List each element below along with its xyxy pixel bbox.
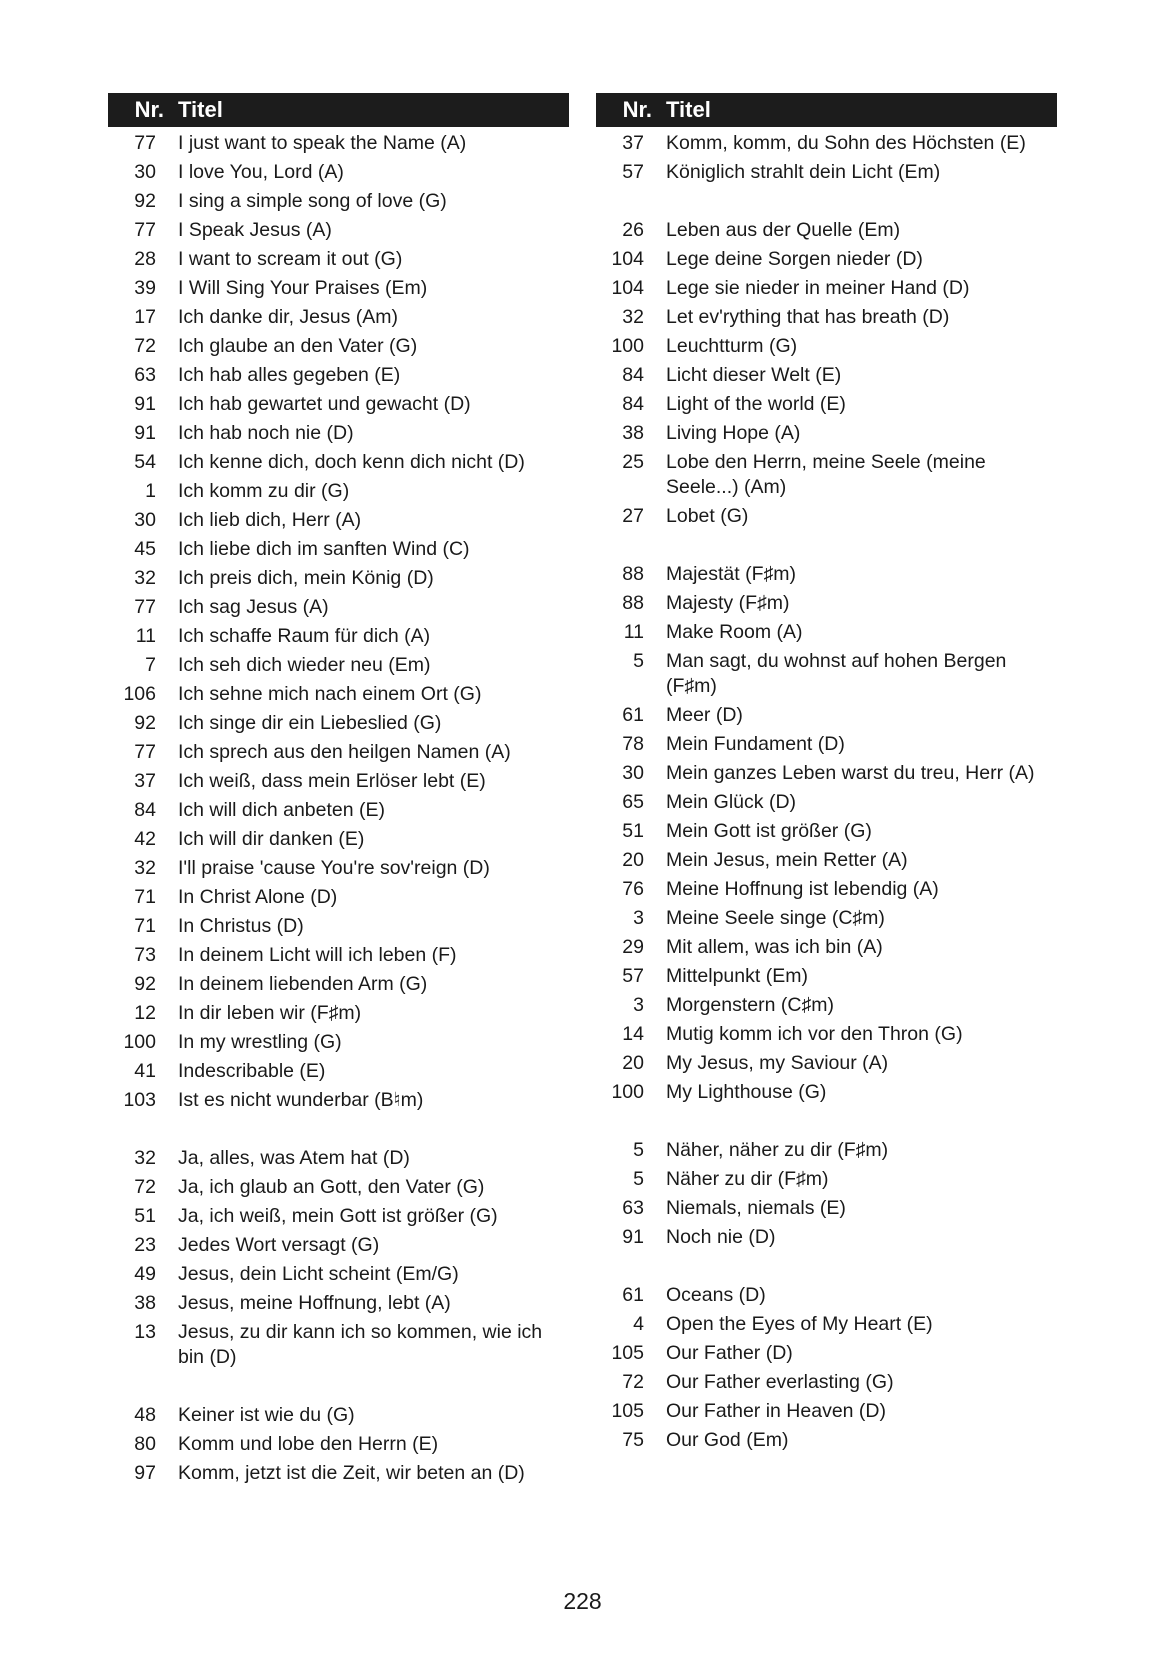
song-entry <box>596 788 1057 817</box>
song-list <box>108 129 569 1488</box>
song-title: Ich kenne dich, doch kenn dich nicht (D) <box>178 451 525 473</box>
song-number: 29 <box>622 936 644 958</box>
song-number: 106 <box>123 683 156 705</box>
song-title: I just want to speak the Name (A) <box>178 132 467 154</box>
song-title: Keiner ist wie du (G) <box>178 1404 355 1426</box>
song-number: 25 <box>622 451 644 473</box>
song-number: 84 <box>134 799 156 821</box>
song-entry <box>108 680 569 709</box>
song-entry <box>108 187 569 216</box>
song-number: 61 <box>622 704 644 726</box>
song-entry <box>108 1057 569 1086</box>
song-number: 17 <box>134 306 156 328</box>
song-title: In deinem liebenden Arm (G) <box>178 973 428 995</box>
song-entry <box>108 970 569 999</box>
song-title: Komm und lobe den Herrn (E) <box>178 1433 439 1455</box>
index-column-left <box>108 93 569 1488</box>
song-number: 92 <box>134 712 156 734</box>
song-title: Meine Seele singe (C♯m) <box>666 907 885 929</box>
song-number: 63 <box>134 364 156 386</box>
song-title: Ich singe dir ein Liebeslied (G) <box>178 712 442 734</box>
index-column-right <box>596 93 1057 1455</box>
song-entry <box>108 303 569 332</box>
song-number: 3 <box>633 907 644 929</box>
song-entry <box>108 361 569 390</box>
song-title: I'll praise 'cause You're sov'reign (D) <box>178 857 490 879</box>
song-entry <box>108 477 569 506</box>
song-number: 104 <box>611 277 644 299</box>
song-number: 48 <box>134 1404 156 1426</box>
song-title: In deinem Licht will ich leben (F) <box>178 944 457 966</box>
song-entry <box>108 216 569 245</box>
song-entry <box>108 419 569 448</box>
song-entry <box>596 1165 1057 1194</box>
song-number: 1 <box>145 480 156 502</box>
song-title: Mit allem, was ich bin (A) <box>666 936 883 958</box>
song-title: Meine Hoffnung ist lebendig (A) <box>666 878 939 900</box>
song-number: 104 <box>611 248 644 270</box>
song-entry <box>596 1078 1057 1107</box>
song-number: 91 <box>134 422 156 444</box>
header-title: Titel <box>178 97 223 122</box>
song-entry <box>596 904 1057 933</box>
header-nr: Nr. <box>622 97 652 122</box>
song-number: 91 <box>622 1226 644 1248</box>
song-title: Our Father (D) <box>666 1342 793 1364</box>
song-title: Ich schaffe Raum für dich (A) <box>178 625 431 647</box>
song-title: Majesty (F♯m) <box>666 592 790 614</box>
song-title: Ich komm zu dir (G) <box>178 480 350 502</box>
song-title: Mein ganzes Leben warst du treu, Herr (A) <box>666 762 1035 784</box>
song-number: 77 <box>134 219 156 241</box>
song-entry <box>596 390 1057 419</box>
song-title: In my wrestling (G) <box>178 1031 342 1053</box>
song-number: 23 <box>134 1234 156 1256</box>
song-number: 12 <box>134 1002 156 1024</box>
song-entry <box>596 1397 1057 1426</box>
song-title: Mein Glück (D) <box>666 791 797 813</box>
song-title: Make Room (A) <box>666 621 803 643</box>
song-number: 71 <box>134 886 156 908</box>
song-title: Leuchtturm (G) <box>666 335 798 357</box>
song-number: 49 <box>134 1263 156 1285</box>
song-entry <box>108 1231 569 1260</box>
song-title: Näher, näher zu dir (F♯m) <box>666 1139 889 1161</box>
song-title: My Jesus, my Saviour (A) <box>666 1052 889 1074</box>
song-title: Königlich strahlt dein Licht (Em) <box>666 161 941 183</box>
song-number: 80 <box>134 1433 156 1455</box>
song-title: Lege sie nieder in meiner Hand (D) <box>666 277 970 299</box>
song-entry <box>108 390 569 419</box>
song-title: Open the Eyes of My Heart (E) <box>666 1313 933 1335</box>
song-title: In Christ Alone (D) <box>178 886 338 908</box>
song-entry <box>596 129 1057 158</box>
song-number: 77 <box>134 741 156 763</box>
song-entry <box>108 738 569 767</box>
song-number: 61 <box>622 1284 644 1306</box>
song-entry <box>596 730 1057 759</box>
song-number: 3 <box>633 994 644 1016</box>
song-title: Our Father in Heaven (D) <box>666 1400 886 1422</box>
song-number: 75 <box>622 1429 644 1451</box>
song-number: 73 <box>134 944 156 966</box>
song-entry <box>596 274 1057 303</box>
song-number: 37 <box>622 132 644 154</box>
song-title: Ich danke dir, Jesus (Am) <box>178 306 399 328</box>
song-number: 39 <box>134 277 156 299</box>
song-title: Light of the world (E) <box>666 393 846 415</box>
song-number: 7 <box>145 654 156 676</box>
song-entry <box>596 1368 1057 1397</box>
song-title: I want to scream it out (G) <box>178 248 403 270</box>
song-number: 32 <box>134 857 156 879</box>
column-header <box>108 93 569 127</box>
song-title: Ja, ich glaub an Gott, den Vater (G) <box>178 1176 485 1198</box>
song-title: Komm, jetzt ist die Zeit, wir beten an (D) <box>178 1462 525 1484</box>
song-number: 26 <box>622 219 644 241</box>
song-number: 105 <box>611 1400 644 1422</box>
song-entry <box>108 593 569 622</box>
song-number: 51 <box>134 1205 156 1227</box>
song-entry <box>108 274 569 303</box>
song-title: Mittelpunkt (Em) <box>666 965 808 987</box>
song-title: Ja, ich weiß, mein Gott ist größer (G) <box>178 1205 498 1227</box>
song-number: 92 <box>134 973 156 995</box>
song-number: 27 <box>622 505 644 527</box>
song-number: 32 <box>134 567 156 589</box>
song-title: Mutig komm ich vor den Thron (G) <box>666 1023 963 1045</box>
song-title: Ich will dir danken (E) <box>178 828 365 850</box>
song-number: 88 <box>622 563 644 585</box>
song-number: 57 <box>622 965 644 987</box>
song-number: 100 <box>123 1031 156 1053</box>
song-entry <box>108 158 569 187</box>
song-entry <box>596 303 1057 332</box>
song-number: 13 <box>134 1321 156 1343</box>
song-title: Let ev'rything that has breath (D) <box>666 306 950 328</box>
song-entry <box>108 999 569 1028</box>
song-entry <box>596 332 1057 361</box>
song-number: 20 <box>622 849 644 871</box>
song-entry <box>596 158 1057 187</box>
song-entry <box>108 1289 569 1318</box>
song-title: Ich weiß, dass mein Erlöser lebt (E) <box>178 770 486 792</box>
song-title: Living Hope (A) <box>666 422 801 444</box>
song-entry <box>108 1459 569 1488</box>
song-entry <box>108 506 569 535</box>
song-entry <box>108 129 569 158</box>
song-number: 84 <box>622 393 644 415</box>
song-title: Mein Gott ist größer (G) <box>666 820 872 842</box>
song-number: 65 <box>622 791 644 813</box>
song-list <box>596 129 1057 1455</box>
letter-group-gap <box>108 1115 569 1144</box>
song-number: 41 <box>134 1060 156 1082</box>
song-entry <box>108 1144 569 1173</box>
page-number: 228 <box>563 1588 602 1614</box>
song-title: Jesus, meine Hoffnung, lebt (A) <box>178 1292 451 1314</box>
song-entry <box>108 1086 569 1115</box>
song-title: Ich seh dich wieder neu (Em) <box>178 654 431 676</box>
song-entry <box>108 825 569 854</box>
song-entry <box>596 875 1057 904</box>
song-entry <box>108 1173 569 1202</box>
song-number: 103 <box>123 1089 156 1111</box>
song-number: 91 <box>134 393 156 415</box>
song-entry <box>108 332 569 361</box>
song-title: Meer (D) <box>666 704 743 726</box>
song-number: 76 <box>622 878 644 900</box>
song-number: 88 <box>622 592 644 614</box>
song-title: Ich hab alles gegeben (E) <box>178 364 401 386</box>
letter-group-gap <box>596 531 1057 560</box>
song-entry <box>596 618 1057 647</box>
song-entry <box>108 535 569 564</box>
song-number: 72 <box>622 1371 644 1393</box>
song-number: 4 <box>633 1313 644 1335</box>
song-entry <box>108 1318 569 1372</box>
song-entry <box>596 647 1057 701</box>
song-title: In Christus (D) <box>178 915 304 937</box>
song-entry <box>596 1136 1057 1165</box>
song-entry <box>596 560 1057 589</box>
song-entry <box>596 1281 1057 1310</box>
song-title: Niemals, niemals (E) <box>666 1197 846 1219</box>
song-title: Ich lieb dich, Herr (A) <box>178 509 362 531</box>
song-title: Indescribable (E) <box>178 1060 326 1082</box>
song-title: Our Father everlasting (G) <box>666 1371 894 1393</box>
song-title: Oceans (D) <box>666 1284 766 1306</box>
song-number: 42 <box>134 828 156 850</box>
song-entry <box>596 759 1057 788</box>
song-title: Komm, komm, du Sohn des Höchsten (E) <box>666 132 1026 154</box>
letter-group-gap <box>108 1372 569 1401</box>
song-entry <box>596 991 1057 1020</box>
song-entry <box>596 846 1057 875</box>
song-entry <box>108 622 569 651</box>
song-number: 5 <box>633 650 644 672</box>
song-entry <box>108 448 569 477</box>
song-entry <box>596 245 1057 274</box>
song-number: 71 <box>134 915 156 937</box>
song-title: Ich glaube an den Vater (G) <box>178 335 418 357</box>
song-entry <box>596 962 1057 991</box>
song-entry <box>108 564 569 593</box>
song-number: 92 <box>134 190 156 212</box>
song-number: 100 <box>611 1081 644 1103</box>
song-number: 84 <box>622 364 644 386</box>
song-title: I Will Sing Your Praises (Em) <box>178 277 428 299</box>
song-entry <box>108 796 569 825</box>
song-title: Leben aus der Quelle (Em) <box>666 219 901 241</box>
song-entry <box>108 245 569 274</box>
song-number: 37 <box>134 770 156 792</box>
song-number: 72 <box>134 335 156 357</box>
song-number: 51 <box>622 820 644 842</box>
song-number: 57 <box>622 161 644 183</box>
song-entry <box>596 361 1057 390</box>
song-title: Licht dieser Welt (E) <box>666 364 842 386</box>
song-number: 63 <box>622 1197 644 1219</box>
song-entry <box>108 651 569 680</box>
song-entry <box>108 854 569 883</box>
song-entry <box>596 933 1057 962</box>
column-header <box>596 93 1057 127</box>
song-entry <box>596 1426 1057 1455</box>
song-number: 32 <box>134 1147 156 1169</box>
song-title: Jesus, zu dir kann ich so kommen, wie ich bin (D) <box>178 1321 543 1368</box>
song-title: Jedes Wort versagt (G) <box>178 1234 380 1256</box>
song-title: Morgenstern (C♯m) <box>666 994 834 1016</box>
song-entry <box>108 883 569 912</box>
song-number: 78 <box>622 733 644 755</box>
song-title: Lobet (G) <box>666 505 749 527</box>
song-entry <box>108 912 569 941</box>
song-number: 97 <box>134 1462 156 1484</box>
song-title: Man sagt, du wohnst auf hohen Bergen (F♯m) <box>666 650 1007 697</box>
song-entry <box>108 1028 569 1057</box>
song-entry <box>596 216 1057 245</box>
song-title: Ich preis dich, mein König (D) <box>178 567 434 589</box>
song-entry <box>108 1401 569 1430</box>
header-nr: Nr. <box>134 97 164 122</box>
song-number: 38 <box>134 1292 156 1314</box>
song-entry <box>596 1049 1057 1078</box>
song-title: Ich hab noch nie (D) <box>178 422 354 444</box>
song-title: Our God (Em) <box>666 1429 789 1451</box>
song-entry <box>108 1260 569 1289</box>
song-title: In dir leben wir (F♯m) <box>178 1002 362 1024</box>
song-title: Ist es nicht wunderbar (B♮m) <box>178 1089 424 1111</box>
song-number: 30 <box>134 509 156 531</box>
song-number: 105 <box>611 1342 644 1364</box>
song-title: My Lighthouse (G) <box>666 1081 827 1103</box>
song-number: 30 <box>622 762 644 784</box>
song-title: I Speak Jesus (A) <box>178 219 332 241</box>
song-title: Jesus, dein Licht scheint (Em/G) <box>178 1263 459 1285</box>
song-number: 11 <box>135 625 156 647</box>
song-number: 14 <box>622 1023 644 1045</box>
song-title: Ich will dich anbeten (E) <box>178 799 386 821</box>
song-entry <box>596 701 1057 730</box>
song-entry <box>596 589 1057 618</box>
song-number: 77 <box>134 596 156 618</box>
song-entry <box>596 1339 1057 1368</box>
song-number: 5 <box>633 1168 644 1190</box>
song-title: Ich liebe dich im sanften Wind (C) <box>178 538 470 560</box>
song-number: 32 <box>622 306 644 328</box>
song-number: 11 <box>623 621 644 643</box>
song-title: Lobe den Herrn, meine Seele (meine Seele...) (Am) <box>666 451 986 498</box>
song-entry <box>596 1223 1057 1252</box>
song-title: Ich sehne mich nach einem Ort (G) <box>178 683 482 705</box>
song-title: Majestät (F♯m) <box>666 563 797 585</box>
song-number: 20 <box>622 1052 644 1074</box>
song-number: 5 <box>633 1139 644 1161</box>
letter-group-gap <box>596 1107 1057 1136</box>
song-title: Mein Jesus, mein Retter (A) <box>666 849 908 871</box>
song-number: 28 <box>134 248 156 270</box>
song-number: 100 <box>611 335 644 357</box>
song-entry <box>108 941 569 970</box>
song-entry <box>596 448 1057 502</box>
song-entry <box>108 1430 569 1459</box>
song-entry <box>596 817 1057 846</box>
song-title: Noch nie (D) <box>666 1226 776 1248</box>
song-title: I love You, Lord (A) <box>178 161 344 183</box>
song-entry <box>108 709 569 738</box>
song-entry <box>596 1020 1057 1049</box>
song-entry <box>108 1202 569 1231</box>
song-number: 45 <box>134 538 156 560</box>
song-number: 54 <box>134 451 156 473</box>
song-title: Mein Fundament (D) <box>666 733 845 755</box>
song-number: 38 <box>622 422 644 444</box>
song-entry <box>596 1194 1057 1223</box>
song-number: 72 <box>134 1176 156 1198</box>
song-title: Ich sprech aus den heilgen Namen (A) <box>178 741 511 763</box>
header-title: Titel <box>666 97 711 122</box>
letter-group-gap <box>596 187 1057 216</box>
song-title: Näher zu dir (F♯m) <box>666 1168 829 1190</box>
song-entry <box>596 419 1057 448</box>
song-entry <box>596 502 1057 531</box>
song-title: Ich hab gewartet und gewacht (D) <box>178 393 471 415</box>
song-title: Ja, alles, was Atem hat (D) <box>178 1147 410 1169</box>
song-entry <box>596 1310 1057 1339</box>
letter-group-gap <box>596 1252 1057 1281</box>
song-number: 77 <box>134 132 156 154</box>
song-title: I sing a simple song of love (G) <box>178 190 447 212</box>
song-entry <box>108 767 569 796</box>
song-number: 30 <box>134 161 156 183</box>
song-title: Ich sag Jesus (A) <box>178 596 329 618</box>
song-title: Lege deine Sorgen nieder (D) <box>666 248 923 270</box>
